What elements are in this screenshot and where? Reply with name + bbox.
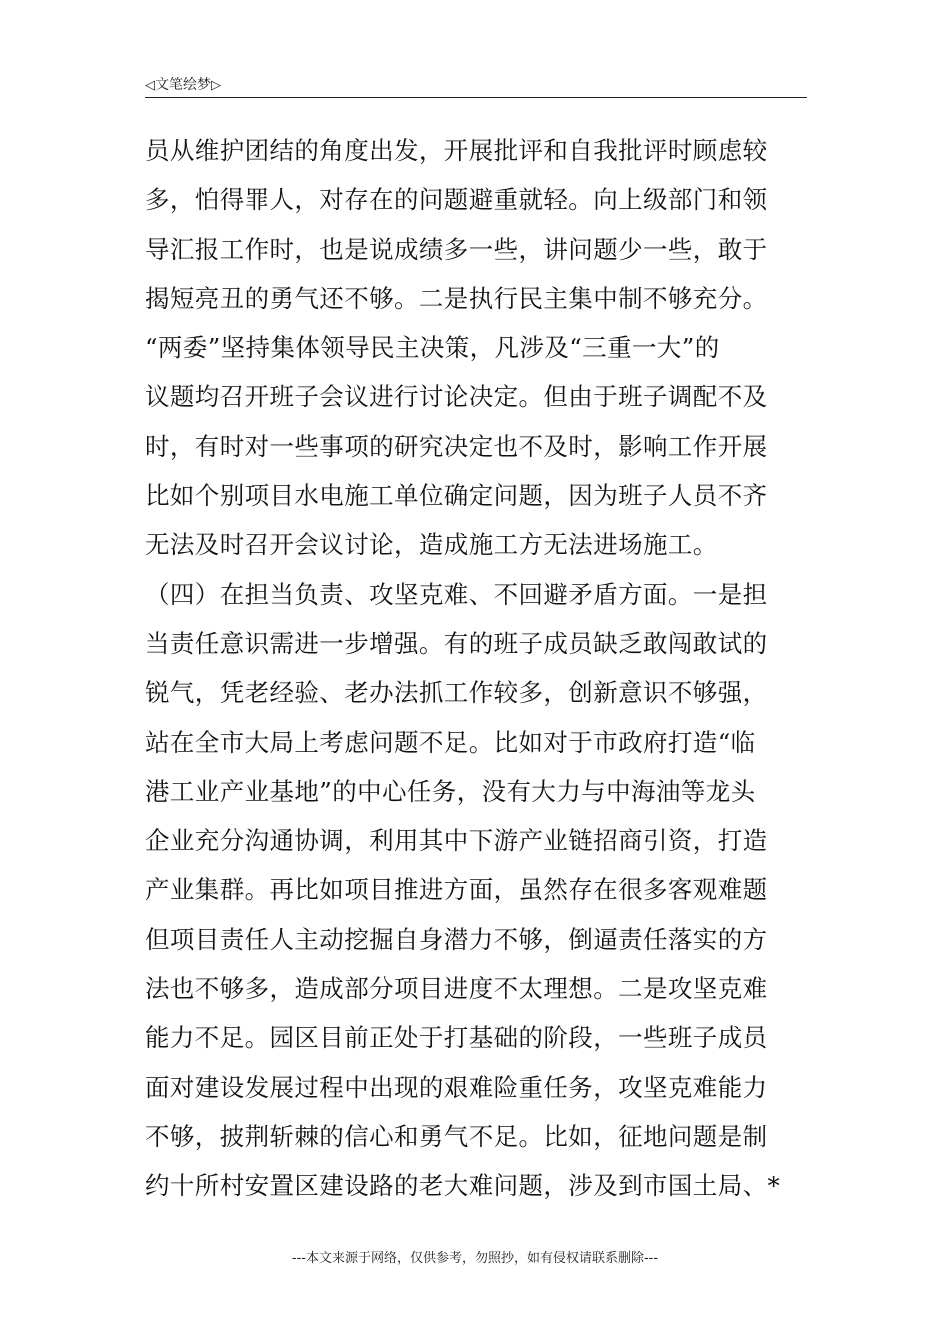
body-line: 不够，披荆斩棘的信心和勇气不足。比如，征地问题是制 — [145, 1121, 768, 1151]
body-line: 能力不足。园区目前正处于打基础的阶段，一些班子成员 — [145, 1023, 768, 1053]
left-triangle-icon: ◁ — [145, 78, 155, 93]
body-line: 员从维护团结的角度出发，开展批评和自我批评时顾虑较 — [145, 136, 768, 165]
body-line: 时，有时对一些事项的研究决定也不及时，影响工作开展 — [145, 431, 768, 461]
body-line: “两委”坚持集体领导民主决策，凡涉及“三重一大”的 — [145, 333, 720, 363]
body-line: 企业充分沟通协调，利用其中下游产业链招商引资，打造 — [145, 826, 768, 856]
right-triangle-icon: ▷ — [211, 78, 221, 93]
body-line: 多，怕得罪人，对存在的问题避重就轻。向上级部门和领 — [145, 185, 768, 215]
document-body — [145, 126, 825, 1211]
body-line: 站在全市大局上考虑问题不足。比如对于市政府打造“临 — [145, 727, 756, 757]
body-line: 当责任意识需进一步增强。有的班子成员缺乏敢闯敢试的 — [145, 628, 768, 658]
header-title: 文笔绘梦 — [155, 77, 211, 93]
header-divider — [145, 97, 807, 98]
body-line: 面对建设发展过程中出现的艰难险重任务，攻坚克难能力 — [145, 1072, 768, 1102]
page-footer: ---本文来源于网络，仅供参考，勿照抄，如有侵权请联系删除--- — [291, 1251, 659, 1266]
body-line: 比如个别项目水电施工单位确定问题，因为班子人员不齐 — [145, 481, 768, 511]
body-line: 港工业产业基地”的中心任务，没有大力与中海油等龙头 — [145, 776, 756, 806]
body-line: 法也不够多，造成部分项目进度不太理想。二是攻坚克难 — [145, 974, 768, 1004]
body-line: 锐气，凭老经验、老办法抓工作较多，创新意识不够强， — [145, 678, 768, 708]
body-line: 揭短亮丑的勇气还不够。二是执行民主集中制不够充分。 — [145, 283, 768, 313]
body-line: 议题均召开班子会议进行讨论决定。但由于班子调配不及 — [145, 382, 768, 412]
body-line: 无法及时召开会议讨论，造成施工方无法进场施工。 — [145, 530, 718, 560]
body-line: （四）在担当负责、攻坚克难、不回避矛盾方面。一是担 — [145, 579, 768, 609]
body-line: 约十所村安置区建设路的老大难问题，涉及到市国土局、* — [145, 1171, 781, 1201]
page-header — [145, 74, 805, 96]
body-line: 产业集群。再比如项目推进方面，虽然存在很多客观难题 — [145, 875, 768, 905]
body-line: 导汇报工作时，也是说成绩多一些，讲问题少一些，敢于 — [145, 234, 768, 264]
body-line: 但项目责任人主动挖掘自身潜力不够，倒逼责任落实的方 — [145, 924, 768, 954]
